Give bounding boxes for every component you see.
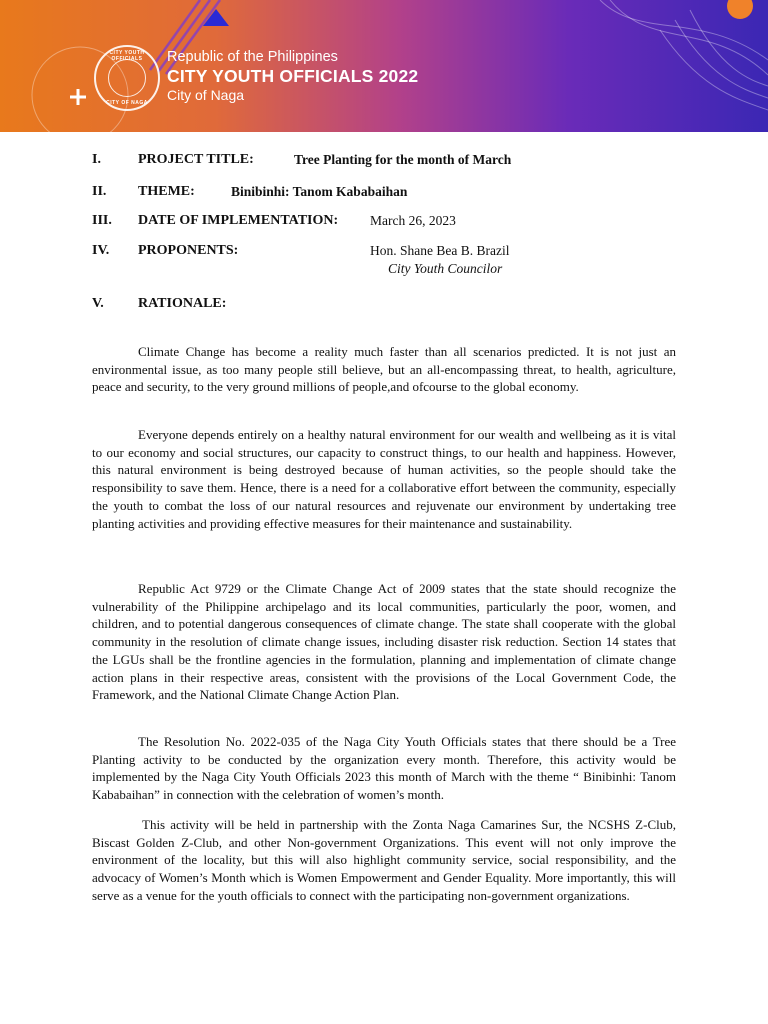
section-4-label: PROPONENTS: <box>138 243 239 258</box>
proponent-role: City Youth Councilor <box>388 261 503 276</box>
seal-inner-ring <box>108 59 146 97</box>
rationale-paragraph-5 <box>92 816 676 905</box>
section-2-label: THEME: <box>138 184 195 199</box>
theme-value: Binibinhi: Tanom Kababaihan <box>231 184 408 199</box>
proponent-name: Hon. Shane Bea B. Brazil <box>370 243 510 258</box>
section-3-number: III. <box>92 213 112 228</box>
rationale-paragraph-1 <box>92 343 676 396</box>
city-seal-logo <box>94 45 160 111</box>
section-1-number: I. <box>92 152 101 167</box>
section-5-label: RATIONALE: <box>138 296 227 311</box>
section-5-number: V. <box>92 296 104 311</box>
paragraph-2-text: Everyone depends entirely on a healthy natural environment for our wealth and wellbeing as it is vital to our economy and social structures, our capacity to construct things, to our health and happiness. However, this natural environment is being destroyed because of human activities, so the people should take the responsibility to save them. Hence, there is a need for a collaborative effort between the community, especially the youth to combat the loss of our natural resources and rejuvenate our environment by undertaking tree planting activities and providing effective measures for their maintenance and sustainability. <box>92 427 676 531</box>
section-4-number: IV. <box>92 243 110 258</box>
plus-icon <box>70 89 86 105</box>
section-2-number: II. <box>92 184 107 199</box>
rationale-paragraph-3 <box>92 580 676 704</box>
seal-bottom-text: CITY OF NAGA <box>106 100 148 106</box>
orange-dot <box>727 0 753 19</box>
header-banner <box>0 0 768 132</box>
paragraph-5-text: This activity will be held in partnership with the Zonta Naga Camarines Sur, the NCSHS Z-Club, Biscast Golden Z-Club, and other Non-government Organizations. This event will not only improve the environment of the locality, but this will also highlight community service, social responsibility, and the advocacy of Women’s Month which is Women Empowerment and Gender Equality. More importantly, this will serve as a venue for the youth officials to connect with the participating non-government organizations. <box>92 817 676 903</box>
rationale-paragraph-4 <box>92 733 676 804</box>
rationale-paragraph-2 <box>92 426 676 532</box>
header-line-1: Republic of the Philippines <box>167 49 338 65</box>
section-3-label: DATE OF IMPLEMENTATION: <box>138 213 339 228</box>
paragraph-1-text: Climate Change has become a reality much faster than all scenarios predicted. It is not just an environmental issue, as too many people still believe, but an all-encompassing threat, to health, agriculture, peace and security, to the very ground millions of people,and ofcourse to the global economy. <box>92 344 676 395</box>
section-1-label: PROJECT TITLE: <box>138 152 254 167</box>
paragraph-3-text: Republic Act 9729 or the Climate Change Act of 2009 states that the state should recognize the vulnerability of the Philippine archipelago and its local communities, particularly the poor, women, and children, and to potential dangerous consequences of climate change. The state shall cooperate with the global community in the resolution of climate change issues, including disaster risk reduction. Section 14 states that the LGUs shall be the frontline agencies in the formulation, planning and implementation of climate change action plans in their respective areas, consistent with the provisions of the Local Government Code, the Framework, and the National Climate Change Action Plan. <box>92 581 676 703</box>
paragraph-4-text: The Resolution No. 2022-035 of the Naga City Youth Officials states that there should be a Tree Planting activity to be conducted by the organization every month. Therefore, this activity would be implemented by the Naga City Youth Officials 2023 this month of March with the theme “ Binibinhi: Tanom Kababaihan” in connection with the celebration of women’s month. <box>92 734 676 803</box>
seal-top-text: CITY YOUTH OFFICIALS <box>109 50 145 62</box>
implementation-date-value: March 26, 2023 <box>370 213 456 228</box>
header-line-3: City of Naga <box>167 87 245 103</box>
header-text <box>167 49 418 103</box>
project-title-value: Tree Planting for the month of March <box>294 152 512 167</box>
header-line-2: CITY YOUTH OFFICIALS 2022 <box>167 66 419 86</box>
